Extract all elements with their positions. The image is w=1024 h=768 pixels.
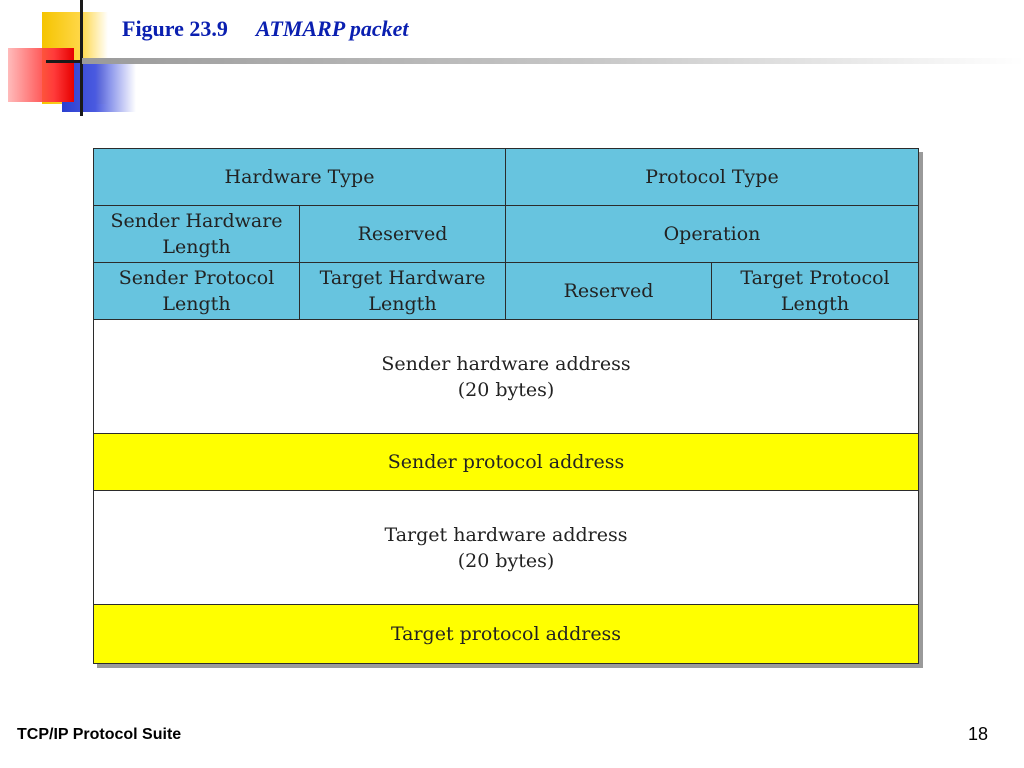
field-reserved-2: Reserved xyxy=(506,263,712,320)
field-operation: Operation xyxy=(506,206,918,263)
field-reserved-1: Reserved xyxy=(300,206,506,263)
field-hardware-type: Hardware Type xyxy=(94,149,506,206)
field-sender-hardware-length: Sender Hardware Length xyxy=(94,206,300,263)
field-sender-hardware-address: Sender hardware address (20 bytes) xyxy=(94,320,918,434)
decor-red-block xyxy=(8,48,74,102)
page-number: 18 xyxy=(968,724,989,744)
field-target-protocol-length: Target Protocol Length xyxy=(712,263,918,320)
field-sender-protocol-length: Sender Protocol Length xyxy=(94,263,300,320)
figure-name: ATMARP packet xyxy=(255,16,409,41)
decor-horizontal-line xyxy=(46,60,80,63)
field-protocol-type: Protocol Type xyxy=(506,149,918,206)
field-target-protocol-address: Target protocol address xyxy=(94,605,918,663)
field-target-hardware-length: Target Hardware Length xyxy=(300,263,506,320)
slide-title xyxy=(122,16,409,42)
title-rule xyxy=(82,58,1024,64)
footer-title: TCP/IP Protocol Suite xyxy=(17,726,182,743)
field-sender-protocol-address: Sender protocol address xyxy=(94,434,918,491)
field-target-hardware-address: Target hardware address (20 bytes) xyxy=(94,491,918,605)
figure-label: Figure 23.9 xyxy=(122,16,228,41)
atmarp-packet-diagram xyxy=(93,148,919,664)
